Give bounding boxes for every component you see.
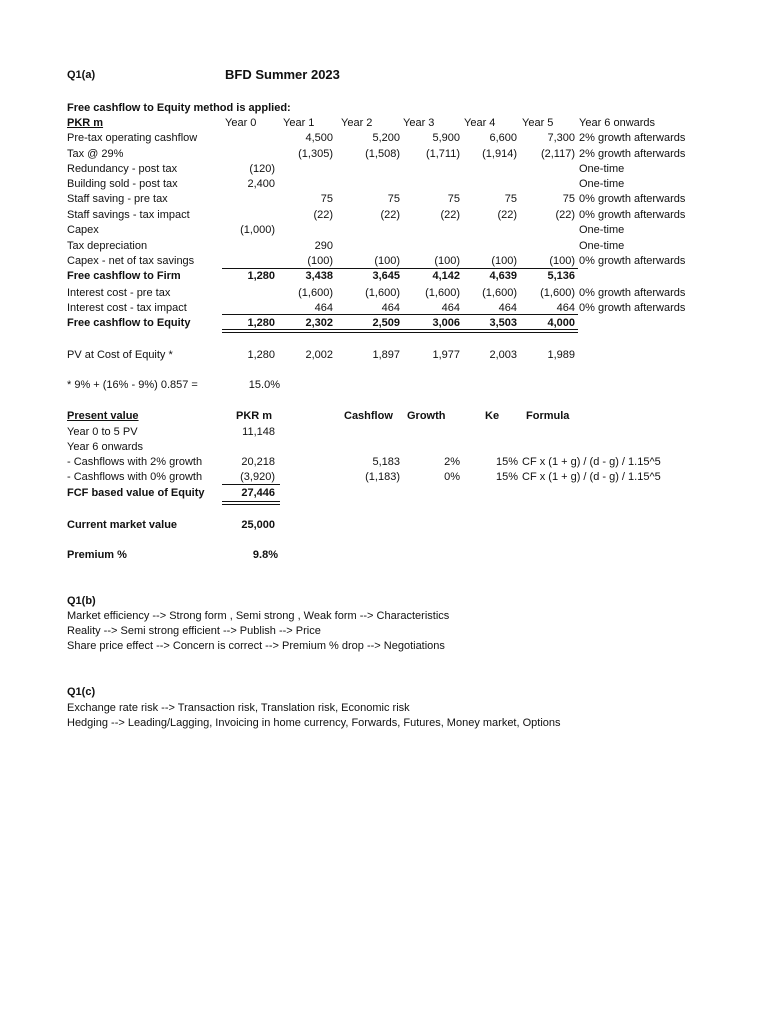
cell-value: 3,503	[489, 317, 517, 329]
pv-value: 2,003	[489, 349, 517, 361]
market-value: 25,000	[241, 519, 275, 531]
row-label: Building sold - post tax	[67, 178, 178, 190]
unit-header: PKR m	[67, 117, 104, 129]
pv-value: 1,897	[372, 349, 400, 361]
growth-note: 2% growth afterwards	[579, 148, 686, 160]
cell-value: 1,280	[247, 317, 275, 329]
cell-value: 3,006	[432, 317, 460, 329]
cell-value: (1,600)	[298, 287, 333, 299]
method-statement: Free cashflow to Equity method is applied:	[67, 102, 291, 114]
growth-note: One-time	[579, 178, 625, 190]
cell-value: (1,600)	[425, 287, 460, 299]
cell-value: 464	[498, 302, 517, 314]
cell-value: 2,400	[247, 178, 275, 190]
growth-note: One-time	[579, 240, 625, 252]
section-label-q1b: Q1(b)	[67, 595, 96, 607]
growth-header: Growth	[407, 410, 446, 422]
pv-total-double-rule-1	[222, 501, 280, 502]
pv-total-label: FCF based value of Equity	[67, 487, 205, 499]
cell-value: (1,711)	[425, 148, 460, 160]
pv-row-formula: CF x (1 + g) / (d - g) / 1.15^5	[522, 456, 661, 468]
pv-row-growth: 0%	[444, 471, 460, 483]
cell-value: (120)	[249, 163, 275, 175]
pv-row-label: Year 6 onwards	[67, 441, 144, 453]
pv-table-heading: Present value	[67, 410, 139, 422]
pv-total-value: 27,446	[241, 487, 275, 499]
cell-value: 2,509	[372, 317, 400, 329]
cell-value: 464	[381, 302, 400, 314]
cell-value: (1,305)	[298, 148, 333, 160]
equity-total-top-rule	[222, 314, 578, 315]
section-label-q1a: Q1(a)	[67, 69, 96, 81]
cell-value: 3,645	[372, 270, 400, 282]
pv-total-top-rule	[222, 484, 280, 485]
cell-value: (1,914)	[482, 148, 517, 160]
premium-label: Premium %	[67, 549, 127, 561]
equity-total-double-rule-2	[222, 332, 578, 333]
pv-row-growth: 2%	[444, 456, 460, 468]
q1c-line: Hedging --> Leading/Lagging, Invoicing in home currency, Forwards, Futures, Money market, Options	[67, 717, 561, 729]
q1b-line: Reality --> Semi strong efficient --> Publish --> Price	[67, 625, 321, 637]
cell-value: 3,438	[305, 270, 333, 282]
row-label: Capex	[67, 224, 99, 236]
growth-note: 0% growth afterwards	[579, 209, 686, 221]
year-2-header: Year 2	[341, 117, 373, 129]
cell-value: 75	[447, 193, 460, 205]
cell-value: 464	[441, 302, 460, 314]
pv-row-cashflow: (1,183)	[365, 471, 400, 483]
cell-value: 7,300	[547, 132, 575, 144]
growth-note: 0% growth afterwards	[579, 287, 686, 299]
cell-value: (2,117)	[540, 148, 575, 160]
cell-value: 75	[504, 193, 517, 205]
year-5-header: Year 5	[522, 117, 554, 129]
firm-total-top-rule	[222, 268, 578, 269]
pv-total-double-rule-2	[222, 504, 280, 505]
cell-value: 5,136	[547, 270, 575, 282]
cell-value: (100)	[307, 255, 333, 267]
section-label-q1c: Q1(c)	[67, 686, 96, 698]
cell-value: 290	[314, 240, 333, 252]
premium-value: 9.8%	[252, 549, 278, 561]
pv-unit-header: PKR m	[236, 410, 273, 422]
row-label: Tax depreciation	[67, 240, 148, 252]
pv-row-formula: CF x (1 + g) / (d - g) / 1.15^5	[522, 471, 661, 483]
cell-value: 4,639	[489, 270, 517, 282]
document-title: BFD Summer 2023	[225, 67, 340, 82]
growth-note: 2% growth afterwards	[579, 132, 686, 144]
row-label: Tax @ 29%	[67, 148, 124, 160]
ke-note-label: * 9% + (16% - 9%) 0.857 =	[67, 379, 198, 391]
market-value-label: Current market value	[67, 519, 178, 531]
year-3-header: Year 3	[403, 117, 435, 129]
cashflow-header: Cashflow	[344, 410, 393, 422]
cell-value: (100)	[374, 255, 400, 267]
pv-value: 1,989	[547, 349, 575, 361]
cell-value: 1,280	[247, 270, 275, 282]
pv-row-value: 11,148	[242, 426, 275, 438]
ke-header: Ke	[485, 410, 500, 422]
pv-row-label: PV at Cost of Equity *	[67, 349, 173, 361]
year-6-header: Year 6 onwards	[579, 117, 656, 129]
cell-value: (100)	[491, 255, 517, 267]
cell-value: 464	[314, 302, 333, 314]
cell-value: 75	[562, 193, 575, 205]
cell-value: (22)	[313, 209, 333, 221]
growth-note: 0% growth afterwards	[579, 255, 686, 267]
year-0-header: Year 0	[225, 117, 257, 129]
cell-value: 4,142	[432, 270, 460, 282]
growth-note: 0% growth afterwards	[579, 302, 686, 314]
pv-row-value: (3,920)	[240, 471, 275, 483]
row-label: Capex - net of tax savings	[67, 255, 195, 267]
growth-note: One-time	[579, 163, 625, 175]
year-1-header: Year 1	[283, 117, 315, 129]
cell-value: (1,600)	[482, 287, 517, 299]
row-label: Interest cost - tax impact	[67, 302, 187, 314]
growth-note: One-time	[579, 224, 625, 236]
row-label: Free cashflow to Equity	[67, 317, 191, 329]
pv-value: 1,280	[247, 349, 275, 361]
pv-row-value: 20,218	[241, 456, 275, 468]
cell-value: (22)	[440, 209, 460, 221]
cell-value: (1,000)	[240, 224, 275, 236]
cell-value: (1,600)	[365, 287, 400, 299]
cell-value: (1,508)	[365, 148, 400, 160]
cell-value: 5,900	[432, 132, 460, 144]
cell-value: 5,200	[372, 132, 400, 144]
pv-value: 1,977	[432, 349, 460, 361]
cell-value: 4,500	[305, 132, 333, 144]
q1b-line: Share price effect --> Concern is correct --> Premium % drop --> Negotiations	[67, 640, 445, 652]
pv-row-ke: 15%	[495, 471, 518, 483]
pv-row-ke: 15%	[495, 456, 518, 468]
equity-total-double-rule-1	[222, 329, 578, 330]
ke-note-value: 15.0%	[248, 379, 280, 391]
cell-value: 75	[320, 193, 333, 205]
formula-header: Formula	[526, 410, 570, 422]
cell-value: (1,600)	[540, 287, 575, 299]
row-label: Staff savings - tax impact	[67, 209, 190, 221]
growth-note: 0% growth afterwards	[579, 193, 686, 205]
cell-value: 2,302	[305, 317, 333, 329]
pv-value: 2,002	[305, 349, 333, 361]
cell-value: 464	[556, 302, 575, 314]
cell-value: 75	[387, 193, 400, 205]
year-4-header: Year 4	[464, 117, 496, 129]
cell-value: (100)	[549, 255, 575, 267]
row-label: Redundancy - post tax	[67, 163, 178, 175]
row-label: Staff saving - pre tax	[67, 193, 168, 205]
row-label: Free cashflow to Firm	[67, 270, 181, 282]
row-label: Interest cost - pre tax	[67, 287, 171, 299]
cell-value: 6,600	[489, 132, 517, 144]
cell-value: 4,000	[547, 317, 575, 329]
pv-row-label: Year 0 to 5 PV	[67, 426, 138, 438]
pv-row-label: - Cashflows with 0% growth	[67, 471, 203, 483]
cell-value: (22)	[380, 209, 400, 221]
q1c-line: Exchange rate risk --> Transaction risk, Translation risk, Economic risk	[67, 702, 410, 714]
pv-row-label: - Cashflows with 2% growth	[67, 456, 203, 468]
pv-row-cashflow: 5,183	[372, 456, 400, 468]
cell-value: (22)	[497, 209, 517, 221]
row-label: Pre-tax operating cashflow	[67, 132, 198, 144]
cell-value: (22)	[555, 209, 575, 221]
cell-value: (100)	[434, 255, 460, 267]
q1b-line: Market efficiency --> Strong form , Semi strong , Weak form --> Characteristics	[67, 610, 450, 622]
